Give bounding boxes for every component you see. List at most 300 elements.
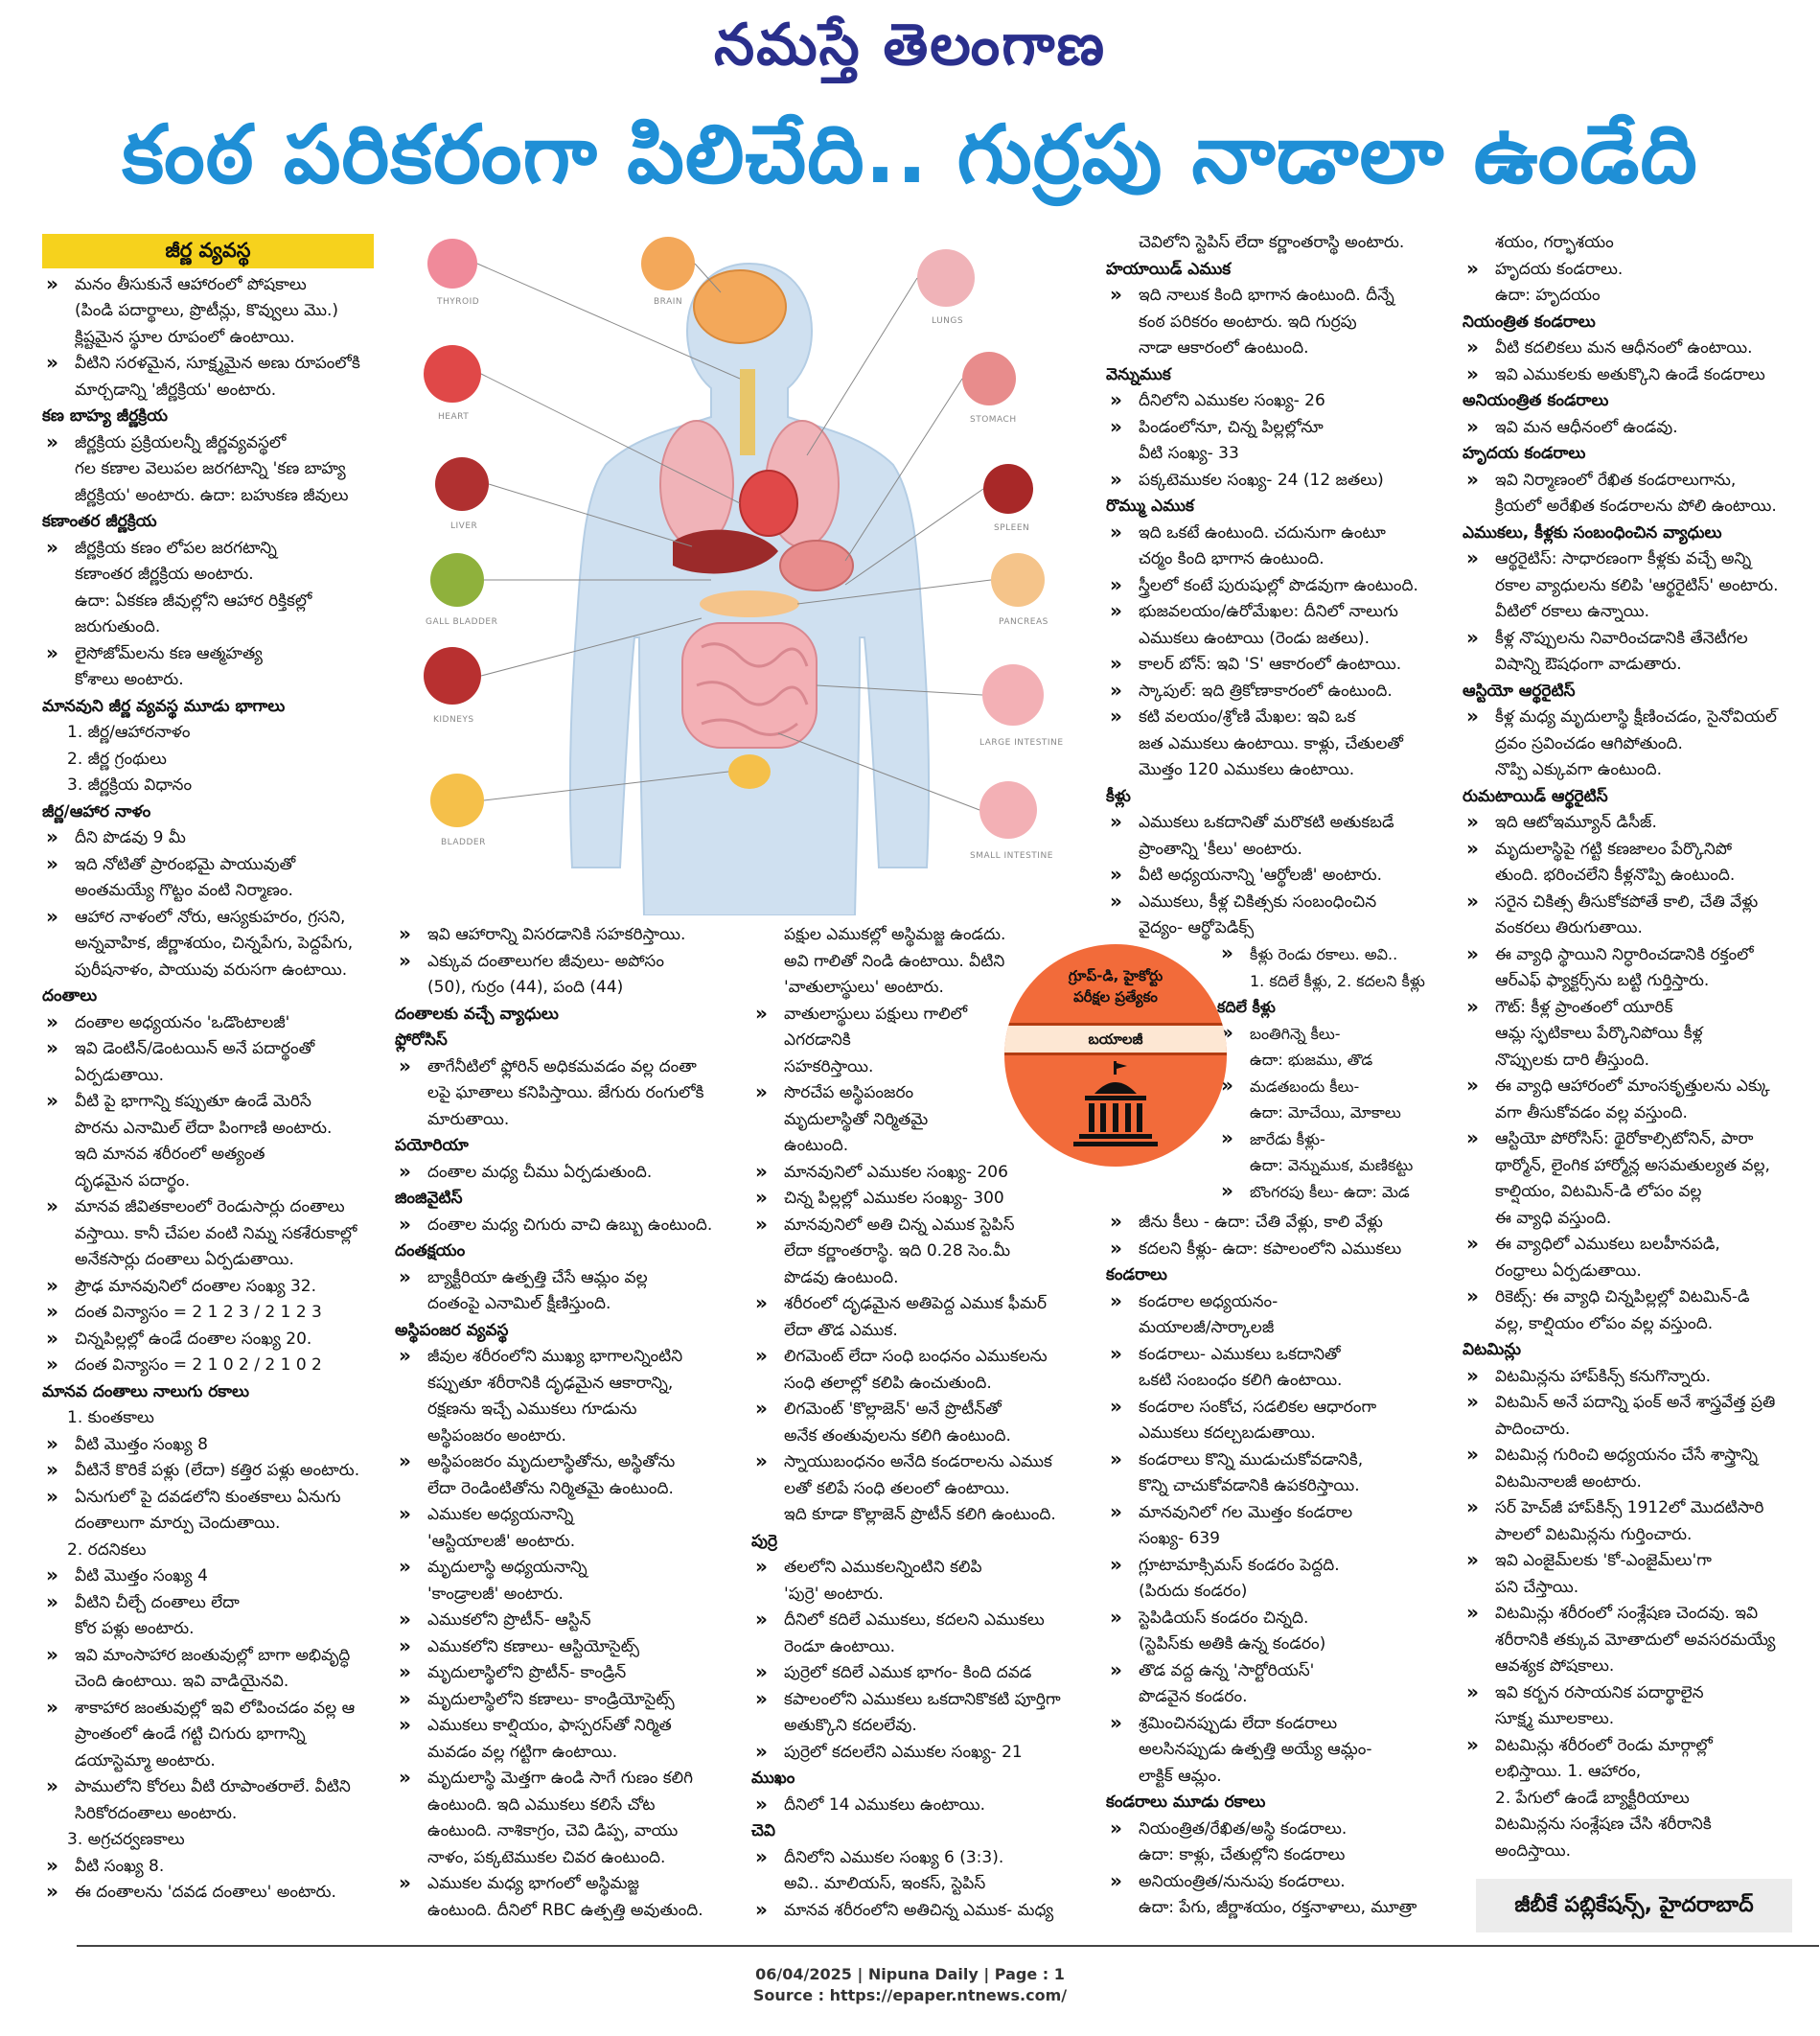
text-line: పని చేస్తాయి. xyxy=(1495,1577,1579,1597)
text-line: అవి గాలితో నిండి ఉంటాయి. వీటిని xyxy=(784,951,1005,971)
text-line: » మృదులాస్థిపై గట్టి కణజాలం పేర్కొనిపో xyxy=(1463,837,1798,864)
text-line: గల కణాల వెలుపల జరగటాన్ని 'కణ బాహ్య xyxy=(75,459,346,478)
text-line: » శ్రమించినప్పుడు లేదా కండరాలు xyxy=(1106,1711,1441,1738)
text-line: అవి.. మాలియస్, ఇంకస్, స్టెపిస్ xyxy=(784,1874,986,1893)
label-liver: LIVER xyxy=(450,521,478,531)
text-line: » హృదయ కండరాలు. xyxy=(1463,257,1798,284)
column-2 xyxy=(395,922,730,1924)
text-line: పొడవు ఉంటుంది. xyxy=(784,1267,899,1287)
text-line: » మృదులాస్థిలోని ప్రొటీన్- కాండ్రిన్ xyxy=(395,1660,730,1687)
text-line: » జీర్ణక్రియ కణం లోపల జరగటాన్ని xyxy=(42,536,374,563)
text-line: » జీను కీలు - ఉదా: చేతి వేళ్లు, కాలి వేళ్లు xyxy=(1106,1210,1441,1237)
text-line: రంధ్రాలు ఏర్పడుతాయి. xyxy=(1495,1261,1642,1281)
lungs-icon xyxy=(917,249,975,307)
text-line: అతుక్కొని కదలలేవు. xyxy=(784,1716,917,1735)
text-line: క్రియలో అరేఖిత కండరాలను పోలి ఉంటాయి. xyxy=(1495,497,1777,516)
text-line: » తొడ వద్ద ఉన్న 'సార్టోరియస్' xyxy=(1106,1658,1441,1685)
text-line: ఉదా: వెన్నుముక, మణికట్టు xyxy=(1250,1156,1414,1174)
text-line: ఉదా: పేగు, జీర్ణాశయం, రక్తనాళాలు, మూత్రా xyxy=(1139,1898,1417,1917)
column-5 xyxy=(1463,230,1798,1864)
text-line: » దంత విన్యాసం = 2 1 0 2 / 2 1 0 2 xyxy=(42,1353,374,1379)
text-line: శరీరానికి తక్కువ మోతాదులో అవసరమయ్యే xyxy=(1495,1630,1776,1650)
text-line: » ఎముకలు ఒకదానితో మరొకటి అతుకబడే xyxy=(1106,810,1441,837)
text-line: » వీటి మొత్తం సంఖ్య 4 xyxy=(42,1563,374,1590)
text-line: » వీటి పై భాగాన్ని కప్పుతూ ఉండే మెరిసే xyxy=(42,1089,374,1116)
text-line: » దీనిలో 14 ఎముకలు ఉంటాయి. xyxy=(751,1793,1087,1819)
body-silhouette xyxy=(570,264,929,915)
text-line: » కండరాలు- ఎముకలు ఒకదానితో xyxy=(1106,1342,1441,1369)
text-line: » స్టెపిడియస్ కండరం చిన్నది. xyxy=(1106,1606,1441,1632)
text-line: తుంది. భరించలేని కీళ్లనొప్పి ఉంటుంది. xyxy=(1495,866,1736,885)
text-line: ఉంటుంది. దీనిలో RBC ఉత్పత్తి అవుతుంది. xyxy=(427,1900,703,1920)
text-line: » వీటి మొత్తం సంఖ్య 8 xyxy=(42,1432,374,1459)
badge-line-1: గ్రూప్-డి, హైకోర్టు xyxy=(1068,967,1163,984)
text-line: » ఇది నోటితో ప్రారంభమై పాయువుతో xyxy=(42,852,374,879)
text-line: లేదా కర్ణాంతరాస్థి. ఇది 0.28 సెం.మీ xyxy=(784,1241,1011,1261)
anatomy-illustration xyxy=(395,235,1104,915)
text-line: » స్కాపుల్: ఇది త్రికోణాకారంలో ఉంటుంది. xyxy=(1106,679,1441,706)
text-line: పక్షుల ఎముకల్లో అస్థిమజ్జ ఉండదు. xyxy=(784,925,1006,944)
subheading: అస్థిపంజర వ్యవస్థ xyxy=(395,1320,509,1340)
text-line: » దీనిలో కదిలే ఎముకలు, కదలని ఎముకలు xyxy=(751,1608,1087,1634)
subheading: విటమిన్లు xyxy=(1463,1340,1522,1359)
text-line: 2. జీర్ణ గ్రంథులు xyxy=(67,749,167,769)
text-line: విటమినాలజీ అంటారు. xyxy=(1495,1471,1642,1492)
text-line: (స్టెపిస్‌కు అతికి ఉన్న కండరం) xyxy=(1139,1634,1326,1654)
text-line: » శాకాహార జంతువుల్లో ఇవి లోపించడం వల్ల ఆ xyxy=(42,1696,374,1723)
text-line: 3. అగ్రచర్వణకాలు xyxy=(67,1830,185,1849)
text-line: ఆవశ్యక పోషకాలు. xyxy=(1495,1656,1615,1676)
text-line: » మానవ శరీరంలోని అతిచిన్న ఎముక- మధ్య xyxy=(751,1898,1087,1925)
text-line: పొడవైన కండరం. xyxy=(1139,1687,1248,1706)
subheading: అనియంత్రిత కండరాలు xyxy=(1463,391,1609,410)
text-line: » అనియంత్రిత/నునుపు కండరాలు. xyxy=(1106,1869,1441,1896)
text-line: » అస్థిపంజరం మృదులాస్థితోను, అస్థితోను xyxy=(395,1449,730,1476)
subheading: ఆస్టియో ఆర్థరైటిస్ xyxy=(1463,681,1576,701)
text-line: 2. పేగులో ఉండే బ్యాక్టీరియాలు xyxy=(1495,1788,1690,1808)
text-line: » ఇది నాలుక కింది భాగాన ఉంటుంది. దీన్నే xyxy=(1106,283,1441,310)
subheading: కణాంతర జీర్ణక్రియ xyxy=(42,512,157,531)
subheading: దంతక్షయం xyxy=(395,1241,466,1261)
text-line: సహకరిస్తాయి. xyxy=(784,1056,874,1076)
stomach-icon xyxy=(962,352,1016,405)
text-line: అనేకసార్లు దంతాలు ఏర్పడుతాయి. xyxy=(75,1250,294,1269)
text-line: చెంది ఉంటాయి. ఇవి వాడియైనవి. xyxy=(75,1672,289,1691)
text-line: » ఎముకల అధ్యయనాన్ని xyxy=(395,1502,730,1529)
text-line: » చిన్న పిల్లల్లో ఎముకల సంఖ్య- 300 xyxy=(751,1186,1087,1213)
text-line: » ప్రౌఢ మానవునిలో దంతాల సంఖ్య 32. xyxy=(42,1274,374,1301)
text-line: » మడతబందు కీలు- xyxy=(1217,1074,1443,1100)
text-line: మారుతాయి. xyxy=(427,1109,510,1129)
text-line: లభిస్తాయి. 1. ఆహారం, xyxy=(1495,1762,1642,1781)
text-line: » ఇవి కర్బన రసాయనిక పదార్థాలైన xyxy=(1463,1680,1798,1707)
text-line: » ఎముకలు, కీళ్ల చికిత్సకు సంబంధించిన xyxy=(1106,890,1441,916)
text-line: విటమిన్లను సంశ్లేషణ చేసి శరీరానికి xyxy=(1495,1815,1712,1834)
label-brain: BRAIN xyxy=(654,297,683,307)
text-line: నొప్పి ఎక్కువగా ఉంటుంది. xyxy=(1495,760,1663,779)
stomach-shape xyxy=(780,541,853,590)
text-line: » స్నాయుబంధనం అనేది కండరాలను ఎముక xyxy=(751,1449,1087,1476)
headline: కంఠ పరికరంగా పిలిచేది.. గుర్రపు నాడాలా ఉండేది xyxy=(122,107,1698,201)
text-line: రకాల వ్యాధులను కలిపి 'ఆర్థరైటిస్' అంటారు. xyxy=(1495,575,1779,595)
section-title-digestive-system: జీర్ణ వ్యవస్థ xyxy=(42,234,374,268)
text-line: జరుగుతుంది. xyxy=(75,617,161,636)
text-line: 'ఆస్టియాలజీ' అంటారు. xyxy=(427,1531,576,1551)
text-line: » తాగేనీటిలో ఫ్లోరిన్ అధికమవడం వల్ల దంతా xyxy=(395,1054,730,1081)
text-line: » జీవుల శరీరంలోని ముఖ్య భాగాలన్నింటిని xyxy=(395,1344,730,1371)
text-line: » వీటి కదలికలు మన ఆధీనంలో ఉంటాయి. xyxy=(1463,335,1798,362)
text-line: కోశాలు అంటారు. xyxy=(75,670,184,689)
text-line: ఉదా: కాళ్లు, చేతుల్లోని కండరాలు xyxy=(1139,1845,1346,1864)
text-line: నాడా ఆకారంలో ఉంటుంది. xyxy=(1139,338,1309,358)
text-line: » మానవునిలో ఎముకల సంఖ్య- 206 xyxy=(751,1160,1087,1187)
text-line: » మృదులాస్థి అధ్యయనాన్ని xyxy=(395,1555,730,1582)
text-line: » శరీరంలో దృఢమైన అతిపెద్ద ఎముక ఫీమర్ xyxy=(751,1291,1087,1318)
text-line: ఆర్‌ఎఫ్ ఫ్యాక్టర్స్‌ను బట్టి గుర్తిస్తారు. xyxy=(1495,971,1710,990)
label-small-intestine: SMALL INTESTINE xyxy=(970,851,1053,861)
text-line: » కపాలంలోని ఎముకలు ఒకదానికొకటి పూర్తిగా xyxy=(751,1687,1087,1714)
subheading: చెవి xyxy=(751,1821,776,1840)
label-large-intestine: LARGE INTESTINE xyxy=(979,738,1064,748)
text-line: » రికెట్స్: ఈ వ్యాధి చిన్నపిల్లల్లో విటమిన్-డి xyxy=(1463,1284,1798,1311)
text-line: జీర్ణక్రియ' అంటారు. ఉదా: బహుకణ జీవులు xyxy=(75,485,349,505)
text-line: వైద్యం- ఆర్థోపెడిక్స్ xyxy=(1139,918,1255,937)
badge-subject: బయాలజీ xyxy=(1004,1023,1227,1055)
text-line: ఇది కూడా కొల్లాజెన్ ప్రొటీన్ కలిగి ఉంటుంది. xyxy=(784,1505,1056,1524)
text-line: చెవిలోని స్టెపిస్ లేదా కర్ణాంతరాస్థి అంటారు. xyxy=(1139,233,1405,252)
text-line: » పాములోని కోరలు వీటి రూపాంతరాలే. వీటిని xyxy=(42,1774,374,1801)
text-line: » విటమిన్లు శరీరంలో రెండు మార్గాల్లో xyxy=(1463,1733,1798,1760)
text-line: 'పుర్రె' అంటారు. xyxy=(784,1584,884,1604)
text-line: » మానవునిలో అతి చిన్న ఎముక స్టెపిస్ xyxy=(751,1213,1087,1239)
badge-text xyxy=(1004,965,1227,1007)
text-line: దంతాలుగా మార్పు చెందుతాయి. xyxy=(75,1514,281,1533)
text-line: కోర పళ్లు అంటారు. xyxy=(75,1619,195,1638)
group-d-badge xyxy=(1004,944,1227,1167)
text-line: ఏర్పడుతాయి. xyxy=(75,1065,165,1085)
text-line: విషాన్ని ఔషధంగా వాడుతారు. xyxy=(1495,655,1682,674)
text-line: » ఇది ఒకటే ఉంటుంది. చదునుగా ఉంటూ xyxy=(1106,521,1441,547)
spleen-icon xyxy=(983,464,1033,514)
column-4 xyxy=(1106,230,1441,942)
heart-icon xyxy=(424,345,481,403)
text-line: నొప్పులకు దారి తీస్తుంది. xyxy=(1495,1050,1650,1070)
subheading: రొమ్ము ఎముక xyxy=(1106,497,1194,516)
text-line: » ఎముకలోని కణాలు- ఆస్టియోసైట్స్ xyxy=(395,1634,730,1661)
text-line: » కాలర్ బోన్: ఇవి 'S' ఆకారంలో ఉంటాయి. xyxy=(1106,652,1441,679)
text-line: » దీని పొడవు 9 మీ xyxy=(42,825,374,852)
liver-icon xyxy=(435,457,489,511)
text-line: » దంతాల మధ్య చిగురు వాచి ఉబ్బు ఉంటుంది. xyxy=(395,1213,730,1239)
text-line: » వీటి సంఖ్య 8. xyxy=(42,1854,374,1881)
subheading: పయోరియా xyxy=(395,1136,469,1155)
text-line: ప్రాంతంలో ఉండే గట్టి చిగురు భాగాన్ని xyxy=(75,1724,306,1744)
subheading: దంతాలకు వచ్చే వ్యాధులు xyxy=(395,1004,559,1024)
badge-line-2: పరీక్షల ప్రత్యేకం xyxy=(1073,988,1158,1006)
text-line: ప్రాంతాన్ని 'కీలు' అంటారు. xyxy=(1139,839,1302,859)
text-line: సూక్ష్మ మూలకాలు. xyxy=(1495,1709,1615,1728)
text-line: » వీటిని సరళమైన, సూక్ష్మమైన అణు రూపంలోకి xyxy=(42,351,374,378)
text-line: » ఇవి ఎంజైమ్‌లకు 'కో-ఎంజైమ్‌లు'గా xyxy=(1463,1548,1798,1575)
text-line: » ఆస్టియో పోరోసిస్: థైరోకాల్సిటోనిన్, పారా xyxy=(1463,1126,1798,1153)
text-line: మృదులాస్థితో నిర్మితమై xyxy=(784,1109,929,1129)
subheading: కండరాలు xyxy=(1106,1265,1167,1284)
text-line: (పిండి పదార్థాలు, ప్రొటీన్లు, కొవ్వులు మొ.) xyxy=(75,301,339,320)
text-line: » సొరచేప అస్థిపంజరం xyxy=(751,1080,1087,1107)
text-line: జత ఎముకలు ఉంటాయి. కాళ్లు, చేతులతో xyxy=(1139,733,1403,753)
text-line: వీటి సంఖ్య- 33 xyxy=(1139,444,1239,463)
bladder-shape xyxy=(728,754,771,789)
text-line: అందిస్తాయి. xyxy=(1495,1840,1572,1861)
text-line: » దీనిలోని ఎముకల సంఖ్య- 26 xyxy=(1106,388,1441,415)
text-line: మార్చడాన్ని 'జీర్ణక్రియ' అంటారు. xyxy=(75,380,277,400)
text-line: దృఢమైన పదార్థం. xyxy=(75,1170,191,1191)
text-line: » ఆహార నాళంలో నోరు, ఆస్యకుహరం, గ్రసని, xyxy=(42,905,374,932)
text-line: రెండూ ఉంటాయి. xyxy=(784,1636,896,1656)
text-line: » కీళ్లు రెండు రకాలు. అవి.. xyxy=(1217,941,1443,968)
text-line: » విటమిన్ల గురించి అధ్యయనం చేసే శాస్త్రాన్ని xyxy=(1463,1443,1798,1469)
text-line: » నియంత్రిత/రేఖిత/అస్థి కండరాలు. xyxy=(1106,1816,1441,1843)
label-lungs: LUNGS xyxy=(932,316,964,326)
label-thyroid: THYROID xyxy=(437,297,480,307)
subheading: కదిలే కీళ్లు xyxy=(1217,998,1276,1016)
subheading: కండరాలు మూడు రకాలు xyxy=(1106,1793,1266,1812)
kidneys-icon xyxy=(424,647,481,705)
text-line: » మానవునిలో గల మొత్తం కండరాల xyxy=(1106,1500,1441,1527)
text-line: » గౌట్: కీళ్ల ప్రాంతంలో యూరిక్ xyxy=(1463,995,1798,1022)
subheading: ముఖం xyxy=(751,1769,795,1788)
trachea-shape xyxy=(740,369,755,455)
text-line: కణాంతర జీర్ణక్రియ అంటారు. xyxy=(75,565,254,584)
text-line: » తలలోని ఎముకలన్నింటిని కలిపి xyxy=(751,1555,1087,1582)
text-line: ఒకటి సంబంధం కలిగి ఉంటాయి. xyxy=(1139,1371,1343,1390)
text-line: » ఏనుగులో పై దవడలోని కుంతకాలు ఏనుగు xyxy=(42,1485,374,1512)
text-line: ద్రవం స్రవించడం ఆగిపోతుంది. xyxy=(1495,733,1683,753)
text-line: ఉంటుంది. xyxy=(784,1136,849,1155)
brain-icon xyxy=(641,237,695,290)
text-line: ఈ వ్యాధి వస్తుంది. xyxy=(1495,1208,1612,1228)
subheading: దంతాలు xyxy=(42,986,98,1006)
text-line: ఆమ్ల స్ఫటికాలు పేర్కొనిపోయి కీళ్ల xyxy=(1495,1024,1703,1043)
text-line: డయాస్టెమ్మా అంటారు. xyxy=(75,1750,216,1770)
text-line: » మృదులాస్థి మెత్తగా ఉండి సాగే గుణం కలిగి xyxy=(395,1766,730,1793)
text-line: అనేక తంతువులను కలిగి ఉంటుంది. xyxy=(784,1425,1011,1446)
text-line: కొన్ని చాచుకోవడానికి ఉపకరిస్తాయి. xyxy=(1139,1476,1360,1495)
text-line: 1. కదిలే కీళ్లు, 2. కదలని కీళ్లు xyxy=(1250,971,1425,990)
text-line: » లైసోజోమ్‌లను కణ ఆత్మహత్య xyxy=(42,641,374,668)
building-icon xyxy=(1068,1061,1163,1147)
text-line: ఉదా: ఏకకణ జీవుల్లోని ఆహార రిక్తికల్లో xyxy=(75,590,312,611)
publisher-credit: జీబీకే పబ్లికేషన్స్, హైదరాబాద్ xyxy=(1476,1879,1792,1932)
text-line: 'కాండ్రాలజీ' అంటారు. xyxy=(427,1584,564,1604)
text-line: ఎముకలు ఉంటాయి (రెండు జతలు). xyxy=(1139,628,1371,648)
text-line: రక్షణను ఇచ్చే ఎముకలు గూడును xyxy=(427,1400,637,1419)
subheading: హయాయిడ్ ఎముక xyxy=(1106,259,1232,279)
text-line: కప్పుతూ శరీరానికి దృఢమైన ఆకారాన్ని, xyxy=(427,1373,674,1393)
text-line: » స్త్రీలలో కంటే పురుషుల్లో పొడవుగా ఉంటుంది. xyxy=(1106,573,1441,600)
label-heart: HEART xyxy=(438,412,470,422)
text-line: » జీర్ణక్రియ ప్రక్రియలన్నీ జీర్ణవ్యవస్థలో xyxy=(42,430,374,457)
text-line: » వీటి అధ్యయనాన్ని 'ఆర్థోలజీ' అంటారు. xyxy=(1106,863,1441,890)
text-line: సంధి తలాల్లో కలిపి ఉంచుతుంది. xyxy=(784,1373,992,1393)
subheading: ఎముకలు, కీళ్లకు సంబంధించిన వ్యాధులు xyxy=(1463,522,1722,543)
text-line: థార్మోన్, లైంగిక హార్మోన్ల అసమతుల్యత వల్ల, xyxy=(1495,1155,1770,1175)
text-line: » బొంగరపు కీలు- ఉదా: మెడ xyxy=(1217,1179,1443,1206)
subheading: హృదయ కండరాలు xyxy=(1463,444,1586,463)
text-line: వస్తాయి. కానీ చేపల వంటి నిమ్న సకశేరుకాల్లో xyxy=(75,1223,357,1243)
text-line: మొత్తం 120 ఎముకలు ఉంటాయి. xyxy=(1139,760,1355,779)
text-line: » మనం తీసుకునే ఆహారంలో పోషకాలు xyxy=(42,272,374,299)
text-line: అంతమయ్యే గొట్టం వంటి నిర్మాణం. xyxy=(75,881,293,900)
small-intestine-icon xyxy=(979,781,1037,839)
text-line: » ఈ వ్యాధి ఆహారంలో మాంసకృత్తులను ఎక్కు xyxy=(1463,1074,1798,1100)
pancreas-shape xyxy=(700,590,799,617)
text-line: 1. కుంతకాలు xyxy=(67,1408,154,1427)
subheading: మానవ దంతాలు నాలుగు రకాలు xyxy=(42,1381,249,1401)
subheading: వెన్నుముక xyxy=(1106,364,1171,384)
text-line: ఉదా: హృదయం xyxy=(1495,286,1601,305)
label-pancreas: PANCREAS xyxy=(999,617,1048,627)
text-line: » ఇవి ఆహారాన్ని విసరడానికి సహకరిస్తాయి. xyxy=(395,922,730,949)
text-line: » పక్కటెముకల సంఖ్య- 24 (12 జతలు) xyxy=(1106,468,1441,495)
text-line: » పుర్రెలో కదిలే ఎముక భాగం- కింది దవడ xyxy=(751,1660,1087,1687)
text-line: » వీటిని చీల్చే దంతాలు లేదా xyxy=(42,1590,374,1617)
text-line: 2. రదనికలు xyxy=(67,1539,147,1560)
text-line: ఇది మానవ శరీరంలో అత్యంత xyxy=(75,1145,265,1164)
text-line: వల్ల, కాల్షియం లోపం వల్ల వస్తుంది. xyxy=(1495,1313,1714,1333)
label-kidneys: KIDNEYS xyxy=(433,715,474,725)
text-line: 1. జీర్ణ/ఆహారనాళం xyxy=(67,723,191,742)
footer-rule xyxy=(77,1945,1819,1947)
text-line: » కండరాలు కొన్ని ముడుచుకోవడానికి, xyxy=(1106,1447,1441,1474)
left-lung-shape xyxy=(660,421,733,547)
text-line: » విటమిన్లు శరీరంలో సంశ్లేషణ చెందవు. ఇవి xyxy=(1463,1601,1798,1628)
large-intestine-icon xyxy=(982,664,1044,726)
text-line: దంతంపై ఎనామిల్ క్షీణిస్తుంది. xyxy=(427,1294,611,1313)
text-line: » కండరాల అధ్యయనం- xyxy=(1106,1289,1441,1316)
text-line: క్లిష్టమైన స్థూల రూపంలో ఉంటాయి. xyxy=(75,327,295,347)
text-line: » ఆర్థరైటిస్: సాధారణంగా కీళ్లకు వచ్చే అన్ని xyxy=(1463,546,1798,573)
text-line: పాలలో విటమిన్లను గుర్తించారు. xyxy=(1495,1524,1693,1544)
text-line: » విటమిన్లను హాప్‌కిన్స్ కనుగొన్నారు. xyxy=(1463,1364,1798,1391)
human-organs-figure xyxy=(395,235,1104,915)
label-bladder: BLADDER xyxy=(441,838,486,847)
label-spleen: SPLEEN xyxy=(994,523,1030,533)
text-line: » దంత విన్యాసం = 2 1 2 3 / 2 1 2 3 xyxy=(42,1300,374,1327)
subheading: జింజివైటిస్ xyxy=(395,1189,463,1208)
text-line: సంఖ్య- 639 xyxy=(1139,1529,1220,1548)
text-line: వీటిలో రకాలు ఉన్నాయి. xyxy=(1495,602,1649,621)
column-4-joints xyxy=(1217,941,1443,1205)
text-line: అస్థిపంజరం అంటారు. xyxy=(427,1425,566,1446)
text-line: » కటి వలయం/శ్రోణి మేఖల: ఇవి ఒక xyxy=(1106,705,1441,731)
heart-shape xyxy=(740,471,797,536)
text-line: » సర్ హెచ్‌జీ హాప్‌కిన్స్ 1912లో మొదటిసారి xyxy=(1463,1495,1798,1522)
text-line: » లిగమెంట్ 'కొల్లాజెన్' అనే ప్రొటీన్‌తో xyxy=(751,1397,1087,1423)
subheading: కీళ్లు xyxy=(1106,786,1131,806)
text-line: » జారేడు కీళ్లు- xyxy=(1217,1126,1443,1153)
label-gall-bladder: GALL BLADDER xyxy=(426,617,498,627)
pancreas-icon xyxy=(991,553,1045,607)
text-line: » లిగమెంట్ లేదా సంధి బంధనం ఎముకలను xyxy=(751,1344,1087,1371)
text-line: ఎగరడానికి xyxy=(784,1030,851,1050)
subheading: జీర్ణ/ఆహార నాళం xyxy=(42,801,151,821)
text-line: » ఇవి ఎముకలకు అతుక్కొని ఉండే కండరాలు xyxy=(1463,362,1798,389)
subheading: మానవుని జీర్ణ వ్యవస్థ మూడు భాగాలు xyxy=(42,696,286,716)
text-line: » పుర్రెలో కదలలేని ఎముకల సంఖ్య- 21 xyxy=(751,1740,1087,1767)
thyroid-icon xyxy=(427,239,477,289)
text-line: పాదించారు. xyxy=(1495,1419,1571,1439)
text-line: » భుజవలయం/ఉరోమేఖల: దీనిలో నాలుగు xyxy=(1106,599,1441,626)
subheading: నియంత్రిత కండరాలు xyxy=(1463,312,1596,332)
gall-bladder-icon xyxy=(430,553,484,607)
text-line: లాక్టిక్ ఆమ్లం. xyxy=(1139,1766,1222,1786)
text-line: లేదా తొడ ఎముక. xyxy=(784,1320,898,1340)
text-line: » విటమిన్ అనే పదాన్ని ఫంక్ అనే శాస్త్రవేత్త ప్రతి xyxy=(1463,1390,1798,1417)
column-1 xyxy=(42,234,374,1907)
text-line: » ఈ వ్యాధి స్థాయిని నిర్ధారించడానికి రక్తంలో xyxy=(1463,942,1798,969)
column-4-muscles xyxy=(1106,1210,1441,1922)
text-line: 'వాతులాస్థులు' అంటారు. xyxy=(784,978,944,997)
text-line: కాల్షియం, విటమిన్-డి లోపం వల్ల xyxy=(1495,1182,1702,1201)
text-line: ఎముకలు కదల్చబడుతాయి. xyxy=(1139,1423,1316,1443)
subheading: ఫ్లోరోసిస్ xyxy=(395,1030,448,1050)
text-line: (పిరుదు కండరం) xyxy=(1139,1582,1248,1601)
text-line: అన్నవాహిక, జీర్ణాశయం, చిన్నపేగు, పెద్దపేగు, xyxy=(75,934,354,953)
text-line: » ఎక్కువ దంతాలుగల జీవులు- అపోసం xyxy=(395,949,730,976)
footer-source: Source : https://epaper.ntnews.com/ xyxy=(752,1986,1068,2004)
text-line: » సరైన చికిత్స తీసుకోకపోతే కాలి, చేతి వేళ్లు xyxy=(1463,890,1798,916)
text-line: » ఎముకల మధ్య భాగంలో అస్థిమజ్జ xyxy=(395,1871,730,1898)
text-line: » కండరాల సంకోచ, సడలికల ఆధారంగా xyxy=(1106,1395,1441,1422)
text-line: » వీటినే కొరికే పళ్లు (లేదా) కత్తిర పళ్లు అంటారు. xyxy=(42,1458,374,1485)
text-line: » ఇవి నిర్మాణంలో రేఖిత కండరాలుగాను, xyxy=(1463,468,1798,495)
text-line: మవడం వల్ల గట్టిగా ఉంటాయి. xyxy=(427,1742,618,1762)
text-line: » దీనిలోని ఎముకల సంఖ్య 6 (3:3). xyxy=(751,1845,1087,1872)
text-line: ఉదా: భుజము, తొడ xyxy=(1250,1051,1373,1069)
text-line: » ఇవి మాంసాహార జంతువుల్లో బాగా అభివృద్ధి xyxy=(42,1643,374,1670)
masthead-logo: నమస్తే తెలంగాణ xyxy=(713,12,1107,79)
text-line: » బంతిగిన్నె కీలు- xyxy=(1217,1021,1443,1048)
text-line: » మృదులాస్థిలోని కణాలు- కాండ్రియోసైట్స్ xyxy=(395,1687,730,1714)
text-line: » కదలని కీళ్లు- ఉదా: కపాలంలోని ఎముకలు xyxy=(1106,1237,1441,1263)
text-line: » గ్లూటామాక్సిమస్ కండరం పెద్దది. xyxy=(1106,1553,1441,1580)
text-line: » ఎముకలు కాల్షియం, ఫాస్పరస్‌తో నిర్మిత xyxy=(395,1713,730,1740)
text-line: » కీళ్ల నొప్పులను నివారించడానికి తేనెటీగల xyxy=(1463,626,1798,653)
text-line: » కీళ్ల మధ్య మృదులాస్థి క్షీణించడం, సైనోవియల్ xyxy=(1463,705,1798,731)
subheading: రుమటాయిడ్ ఆర్థరైటిస్ xyxy=(1463,786,1608,806)
text-line: » దంతాల మధ్య చీము ఏర్పడుతుంది. xyxy=(395,1160,730,1187)
text-line: చర్మం కింది భాగాన ఉంటుంది. xyxy=(1139,549,1325,568)
text-line: పురీషనాళం, పాయువు వరుసగా ఉంటాయి. xyxy=(75,960,348,980)
text-line: లేదా రెండింటితోను నిర్మితమై ఉంటుంది. xyxy=(427,1478,674,1498)
text-line: (50), గుర్రం (44), పంది (44) xyxy=(427,978,624,997)
text-line: సిరికోరదంతాలు అంటారు. xyxy=(75,1803,238,1823)
text-line: లపై ఘాతాలు కనిపిస్తాయి. జేగురు రంగులోకి xyxy=(427,1083,704,1102)
text-line: » వాతులాస్థులు పక్షులు గాలిలో xyxy=(751,1002,1087,1029)
text-line: ఉదా: మోచేయి, మోకాలు xyxy=(1250,1103,1401,1122)
brain-shape xyxy=(694,270,786,343)
text-line: మయాలజీ/సార్కాలజీ xyxy=(1139,1318,1275,1337)
label-stomach: STOMACH xyxy=(970,415,1017,425)
text-line: ఉంటుంది. ఇది ఎముకలు కలిసే చోట xyxy=(427,1794,656,1815)
text-line: » ఎముకలోని ప్రొటీన్- ఆస్టిన్ xyxy=(395,1608,730,1634)
subheading: కణ బాహ్య జీర్ణక్రియ xyxy=(42,406,169,426)
text-line: వంకరలు తిరుగుతాయి. xyxy=(1495,918,1643,937)
text-line: నాళం, పక్కటెముకల చివర ఉంటుంది. xyxy=(427,1847,666,1867)
text-line: » ఈ వ్యాధిలో ఎముకలు బలహీనపడి, xyxy=(1463,1232,1798,1259)
text-line: 3. జీర్ణక్రియ విధానం xyxy=(67,775,193,795)
